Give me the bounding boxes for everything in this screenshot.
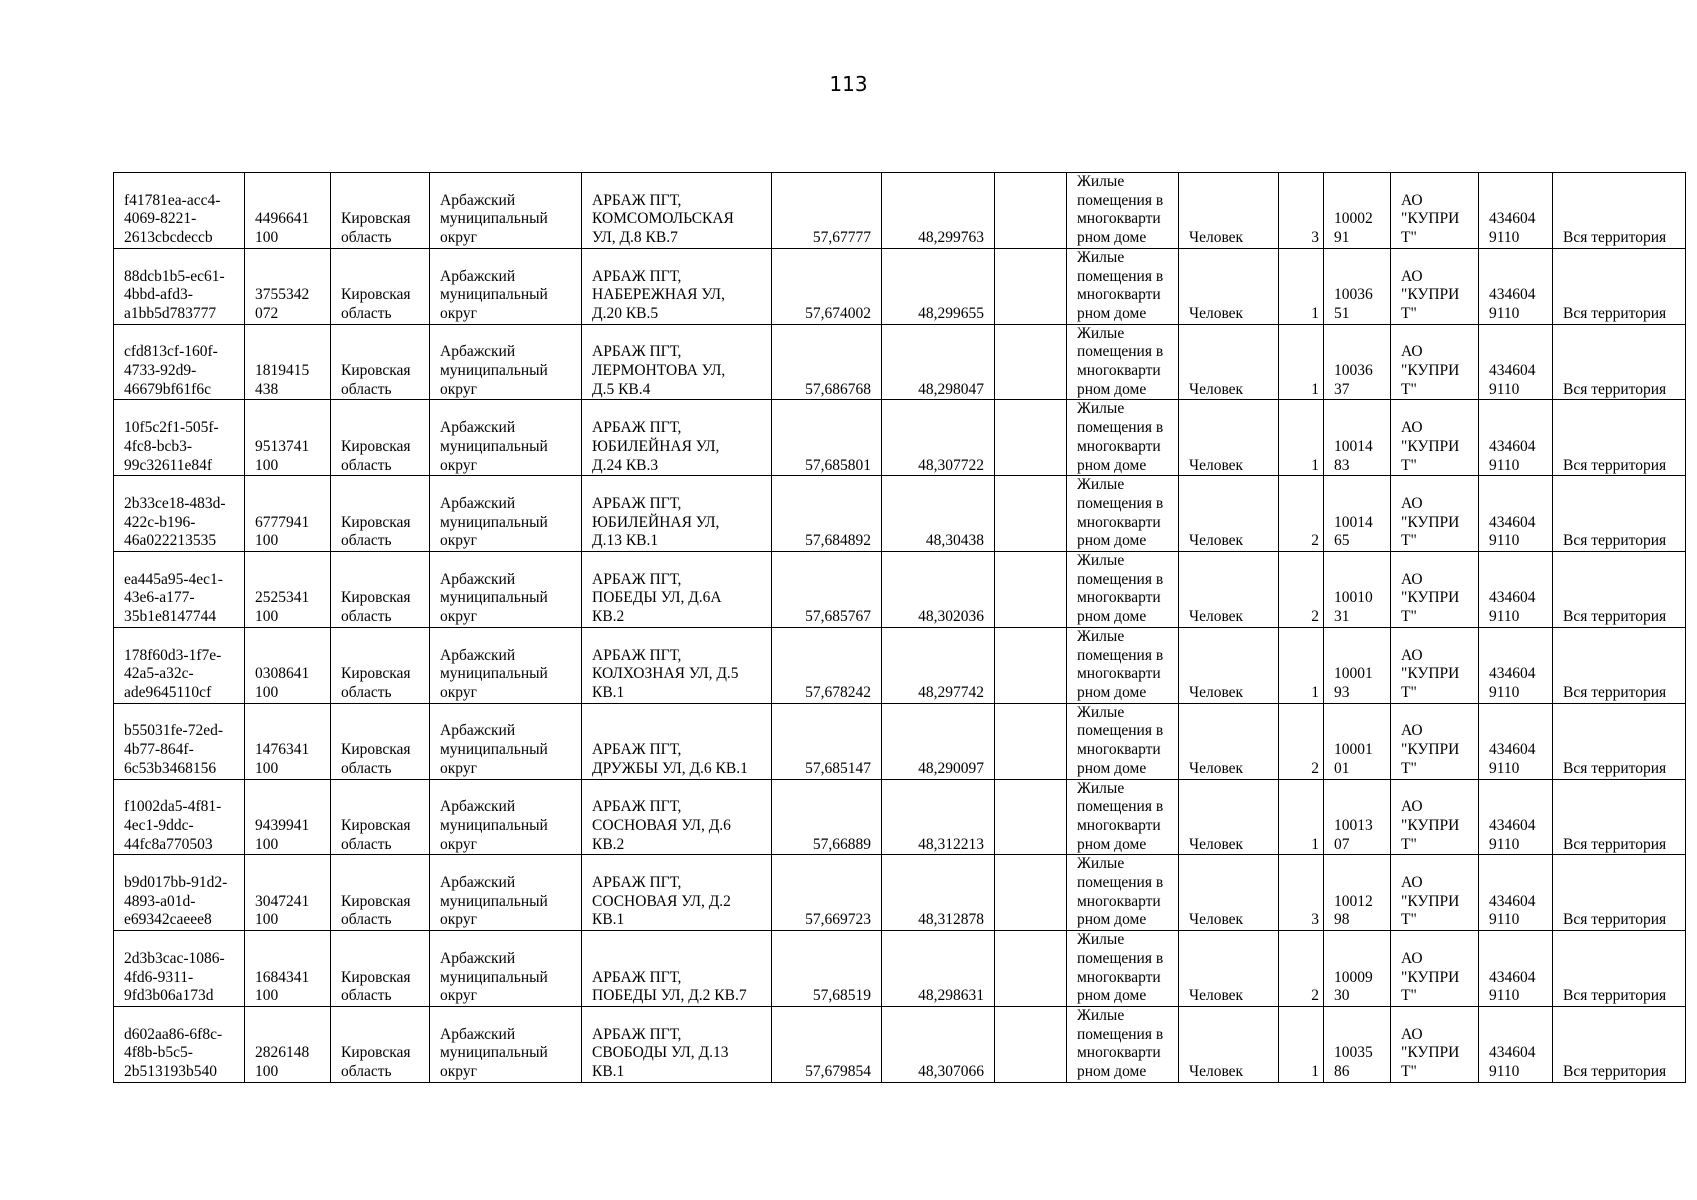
table-row — [114, 855, 1686, 931]
region-cell: Кировская область — [331, 931, 430, 1007]
record-id-cell: 10f5c2f1-505f- 4fc8-bcb3- 99c32611e84f — [114, 400, 245, 476]
inn-cell: 434604 9110 — [1479, 1006, 1553, 1082]
inn-cell: 434604 9110 — [1479, 552, 1553, 628]
account-number-cell: 1684341 100 — [245, 931, 331, 1007]
code-cell: 10001 93 — [1324, 627, 1391, 703]
latitude-cell: 57,669723 — [772, 855, 882, 931]
territory-cell: Вся территория — [1553, 1006, 1686, 1082]
region-cell: Кировская область — [331, 779, 430, 855]
empty-cell — [995, 173, 1067, 249]
account-number-cell: 3755342 072 — [245, 248, 331, 324]
count-cell: 2 — [1279, 552, 1324, 628]
count-cell: 1 — [1279, 627, 1324, 703]
table-row — [114, 248, 1686, 324]
empty-cell — [995, 1006, 1067, 1082]
registry-table — [113, 172, 1686, 1083]
organization-cell: АО "КУПРИ Т" — [1391, 779, 1479, 855]
latitude-cell: 57,678242 — [772, 627, 882, 703]
empty-cell — [995, 400, 1067, 476]
table-row — [114, 703, 1686, 779]
district-cell: Арбажский муниципальный округ — [430, 400, 582, 476]
region-cell: Кировская область — [331, 855, 430, 931]
table-row — [114, 779, 1686, 855]
address-cell: АРБАЖ ПГТ, КОМСОМОЛЬСКАЯ УЛ, Д.8 КВ.7 — [582, 173, 772, 249]
count-cell: 1 — [1279, 324, 1324, 400]
empty-cell — [995, 627, 1067, 703]
empty-cell — [995, 931, 1067, 1007]
district-cell: Арбажский муниципальный округ — [430, 1006, 582, 1082]
unit-cell: Человек — [1179, 703, 1279, 779]
unit-cell: Человек — [1179, 400, 1279, 476]
table-row — [114, 931, 1686, 1007]
empty-cell — [995, 476, 1067, 552]
longitude-cell: 48,290097 — [882, 703, 995, 779]
longitude-cell: 48,307066 — [882, 1006, 995, 1082]
unit-cell: Человек — [1179, 248, 1279, 324]
code-cell: 10014 65 — [1324, 476, 1391, 552]
record-id-cell: f41781ea-acc4- 4069-8221- 2613cbcdeccb — [114, 173, 245, 249]
region-cell: Кировская область — [331, 1006, 430, 1082]
premises-type-cell: Жилые помещения в многокварти рном доме — [1067, 627, 1179, 703]
territory-cell: Вся территория — [1553, 552, 1686, 628]
code-cell: 10036 51 — [1324, 248, 1391, 324]
inn-cell: 434604 9110 — [1479, 931, 1553, 1007]
code-cell: 10009 30 — [1324, 931, 1391, 1007]
inn-cell: 434604 9110 — [1479, 476, 1553, 552]
region-cell: Кировская область — [331, 248, 430, 324]
premises-type-cell: Жилые помещения в многокварти рном доме — [1067, 324, 1179, 400]
district-cell: Арбажский муниципальный округ — [430, 703, 582, 779]
address-cell: АРБАЖ ПГТ, СОСНОВАЯ УЛ, Д.6 КВ.2 — [582, 779, 772, 855]
latitude-cell: 57,674002 — [772, 248, 882, 324]
longitude-cell: 48,298631 — [882, 931, 995, 1007]
code-cell: 10010 31 — [1324, 552, 1391, 628]
longitude-cell: 48,298047 — [882, 324, 995, 400]
organization-cell: АО "КУПРИ Т" — [1391, 248, 1479, 324]
code-cell: 10012 98 — [1324, 855, 1391, 931]
table-row — [114, 476, 1686, 552]
account-number-cell: 2826148 100 — [245, 1006, 331, 1082]
latitude-cell: 57,66889 — [772, 779, 882, 855]
district-cell: Арбажский муниципальный округ — [430, 173, 582, 249]
organization-cell: АО "КУПРИ Т" — [1391, 400, 1479, 476]
district-cell: Арбажский муниципальный округ — [430, 324, 582, 400]
address-cell: АРБАЖ ПГТ, ПОБЕДЫ УЛ, Д.2 КВ.7 — [582, 931, 772, 1007]
latitude-cell: 57,684892 — [772, 476, 882, 552]
unit-cell: Человек — [1179, 324, 1279, 400]
address-cell: АРБАЖ ПГТ, СВОБОДЫ УЛ, Д.13 КВ.1 — [582, 1006, 772, 1082]
address-cell: АРБАЖ ПГТ, ЛЕРМОНТОВА УЛ, Д.5 КВ.4 — [582, 324, 772, 400]
district-cell: Арбажский муниципальный округ — [430, 476, 582, 552]
address-cell: АРБАЖ ПГТ, НАБЕРЕЖНАЯ УЛ, Д.20 КВ.5 — [582, 248, 772, 324]
unit-cell: Человек — [1179, 855, 1279, 931]
district-cell: Арбажский муниципальный округ — [430, 855, 582, 931]
record-id-cell: b55031fe-72ed- 4b77-864f- 6c53b3468156 — [114, 703, 245, 779]
latitude-cell: 57,679854 — [772, 1006, 882, 1082]
territory-cell: Вся территория — [1553, 248, 1686, 324]
address-cell: АРБАЖ ПГТ, СОСНОВАЯ УЛ, Д.2 КВ.1 — [582, 855, 772, 931]
table-row — [114, 173, 1686, 249]
premises-type-cell: Жилые помещения в многокварти рном доме — [1067, 552, 1179, 628]
count-cell: 1 — [1279, 248, 1324, 324]
unit-cell: Человек — [1179, 1006, 1279, 1082]
account-number-cell: 1476341 100 — [245, 703, 331, 779]
count-cell: 3 — [1279, 173, 1324, 249]
organization-cell: АО "КУПРИ Т" — [1391, 476, 1479, 552]
inn-cell: 434604 9110 — [1479, 627, 1553, 703]
premises-type-cell: Жилые помещения в многокварти рном доме — [1067, 855, 1179, 931]
longitude-cell: 48,299655 — [882, 248, 995, 324]
account-number-cell: 6777941 100 — [245, 476, 331, 552]
territory-cell: Вся территория — [1553, 779, 1686, 855]
latitude-cell: 57,686768 — [772, 324, 882, 400]
unit-cell: Человек — [1179, 552, 1279, 628]
longitude-cell: 48,312878 — [882, 855, 995, 931]
address-cell: АРБАЖ ПГТ, ДРУЖБЫ УЛ, Д.6 КВ.1 — [582, 703, 772, 779]
longitude-cell: 48,312213 — [882, 779, 995, 855]
table-row — [114, 400, 1686, 476]
district-cell: Арбажский муниципальный округ — [430, 627, 582, 703]
territory-cell: Вся территория — [1553, 400, 1686, 476]
premises-type-cell: Жилые помещения в многокварти рном доме — [1067, 400, 1179, 476]
empty-cell — [995, 855, 1067, 931]
count-cell: 1 — [1279, 400, 1324, 476]
empty-cell — [995, 324, 1067, 400]
inn-cell: 434604 9110 — [1479, 248, 1553, 324]
region-cell: Кировская область — [331, 627, 430, 703]
longitude-cell: 48,307722 — [882, 400, 995, 476]
latitude-cell: 57,685801 — [772, 400, 882, 476]
inn-cell: 434604 9110 — [1479, 779, 1553, 855]
premises-type-cell: Жилые помещения в многокварти рном доме — [1067, 476, 1179, 552]
territory-cell: Вся территория — [1553, 173, 1686, 249]
longitude-cell: 48,299763 — [882, 173, 995, 249]
territory-cell: Вся территория — [1553, 476, 1686, 552]
organization-cell: АО "КУПРИ Т" — [1391, 627, 1479, 703]
account-number-cell: 9439941 100 — [245, 779, 331, 855]
region-cell: Кировская область — [331, 173, 430, 249]
code-cell: 10014 83 — [1324, 400, 1391, 476]
account-number-cell: 3047241 100 — [245, 855, 331, 931]
district-cell: Арбажский муниципальный округ — [430, 552, 582, 628]
premises-type-cell: Жилые помещения в многокварти рном доме — [1067, 779, 1179, 855]
record-id-cell: 2d3b3cac-1086- 4fd6-9311- 9fd3b06a173d — [114, 931, 245, 1007]
count-cell: 2 — [1279, 931, 1324, 1007]
district-cell: Арбажский муниципальный округ — [430, 779, 582, 855]
record-id-cell: 88dcb1b5-ec61- 4bbd-afd3- a1bb5d783777 — [114, 248, 245, 324]
territory-cell: Вся территория — [1553, 931, 1686, 1007]
latitude-cell: 57,685147 — [772, 703, 882, 779]
empty-cell — [995, 248, 1067, 324]
region-cell: Кировская область — [331, 476, 430, 552]
count-cell: 2 — [1279, 703, 1324, 779]
inn-cell: 434604 9110 — [1479, 324, 1553, 400]
table-row — [114, 1006, 1686, 1082]
organization-cell: АО "КУПРИ Т" — [1391, 931, 1479, 1007]
organization-cell: АО "КУПРИ Т" — [1391, 552, 1479, 628]
territory-cell: Вся территория — [1553, 627, 1686, 703]
unit-cell: Человек — [1179, 173, 1279, 249]
code-cell: 10036 37 — [1324, 324, 1391, 400]
premises-type-cell: Жилые помещения в многокварти рном доме — [1067, 1006, 1179, 1082]
account-number-cell: 0308641 100 — [245, 627, 331, 703]
inn-cell: 434604 9110 — [1479, 855, 1553, 931]
longitude-cell: 48,30438 — [882, 476, 995, 552]
page-number: 113 — [829, 72, 868, 96]
unit-cell: Человек — [1179, 476, 1279, 552]
empty-cell — [995, 703, 1067, 779]
organization-cell: АО "КУПРИ Т" — [1391, 855, 1479, 931]
record-id-cell: 2b33ce18-483d- 422c-b196- 46a022213535 — [114, 476, 245, 552]
empty-cell — [995, 779, 1067, 855]
unit-cell: Человек — [1179, 627, 1279, 703]
longitude-cell: 48,302036 — [882, 552, 995, 628]
count-cell: 3 — [1279, 855, 1324, 931]
record-id-cell: d602aa86-6f8c- 4f8b-b5c5- 2b513193b540 — [114, 1006, 245, 1082]
code-cell: 10002 91 — [1324, 173, 1391, 249]
region-cell: Кировская область — [331, 324, 430, 400]
count-cell: 1 — [1279, 1006, 1324, 1082]
region-cell: Кировская область — [331, 552, 430, 628]
address-cell: АРБАЖ ПГТ, ЮБИЛЕЙНАЯ УЛ, Д.13 КВ.1 — [582, 476, 772, 552]
record-id-cell: 178f60d3-1f7e- 42a5-a32c- ade9645110cf — [114, 627, 245, 703]
address-cell: АРБАЖ ПГТ, КОЛХОЗНАЯ УЛ, Д.5 КВ.1 — [582, 627, 772, 703]
code-cell: 10013 07 — [1324, 779, 1391, 855]
record-id-cell: cfd813cf-160f- 4733-92d9- 46679bf61f6c — [114, 324, 245, 400]
registry-body — [114, 173, 1686, 1083]
organization-cell: АО "КУПРИ Т" — [1391, 703, 1479, 779]
count-cell: 1 — [1279, 779, 1324, 855]
unit-cell: Человек — [1179, 931, 1279, 1007]
region-cell: Кировская область — [331, 400, 430, 476]
territory-cell: Вся территория — [1553, 703, 1686, 779]
latitude-cell: 57,68519 — [772, 931, 882, 1007]
region-cell: Кировская область — [331, 703, 430, 779]
district-cell: Арбажский муниципальный округ — [430, 248, 582, 324]
premises-type-cell: Жилые помещения в многокварти рном доме — [1067, 173, 1179, 249]
table-row — [114, 627, 1686, 703]
organization-cell: АО "КУПРИ Т" — [1391, 173, 1479, 249]
unit-cell: Человек — [1179, 779, 1279, 855]
organization-cell: АО "КУПРИ Т" — [1391, 1006, 1479, 1082]
district-cell: Арбажский муниципальный округ — [430, 931, 582, 1007]
latitude-cell: 57,67777 — [772, 173, 882, 249]
territory-cell: Вся территория — [1553, 324, 1686, 400]
premises-type-cell: Жилые помещения в многокварти рном доме — [1067, 703, 1179, 779]
table-row — [114, 324, 1686, 400]
code-cell: 10035 86 — [1324, 1006, 1391, 1082]
premises-type-cell: Жилые помещения в многокварти рном доме — [1067, 931, 1179, 1007]
account-number-cell: 9513741 100 — [245, 400, 331, 476]
inn-cell: 434604 9110 — [1479, 173, 1553, 249]
record-id-cell: ea445a95-4ec1- 43e6-a177- 35b1e8147744 — [114, 552, 245, 628]
empty-cell — [995, 552, 1067, 628]
inn-cell: 434604 9110 — [1479, 703, 1553, 779]
record-id-cell: f1002da5-4f81- 4ec1-9ddc- 44fc8a770503 — [114, 779, 245, 855]
territory-cell: Вся территория — [1553, 855, 1686, 931]
inn-cell: 434604 9110 — [1479, 400, 1553, 476]
longitude-cell: 48,297742 — [882, 627, 995, 703]
account-number-cell: 2525341 100 — [245, 552, 331, 628]
account-number-cell: 4496641 100 — [245, 173, 331, 249]
organization-cell: АО "КУПРИ Т" — [1391, 324, 1479, 400]
latitude-cell: 57,685767 — [772, 552, 882, 628]
premises-type-cell: Жилые помещения в многокварти рном доме — [1067, 248, 1179, 324]
record-id-cell: b9d017bb-91d2- 4893-a01d- e69342caeee8 — [114, 855, 245, 931]
code-cell: 10001 01 — [1324, 703, 1391, 779]
table-row — [114, 552, 1686, 628]
address-cell: АРБАЖ ПГТ, ЮБИЛЕЙНАЯ УЛ, Д.24 КВ.3 — [582, 400, 772, 476]
account-number-cell: 1819415 438 — [245, 324, 331, 400]
count-cell: 2 — [1279, 476, 1324, 552]
address-cell: АРБАЖ ПГТ, ПОБЕДЫ УЛ, Д.6А КВ.2 — [582, 552, 772, 628]
